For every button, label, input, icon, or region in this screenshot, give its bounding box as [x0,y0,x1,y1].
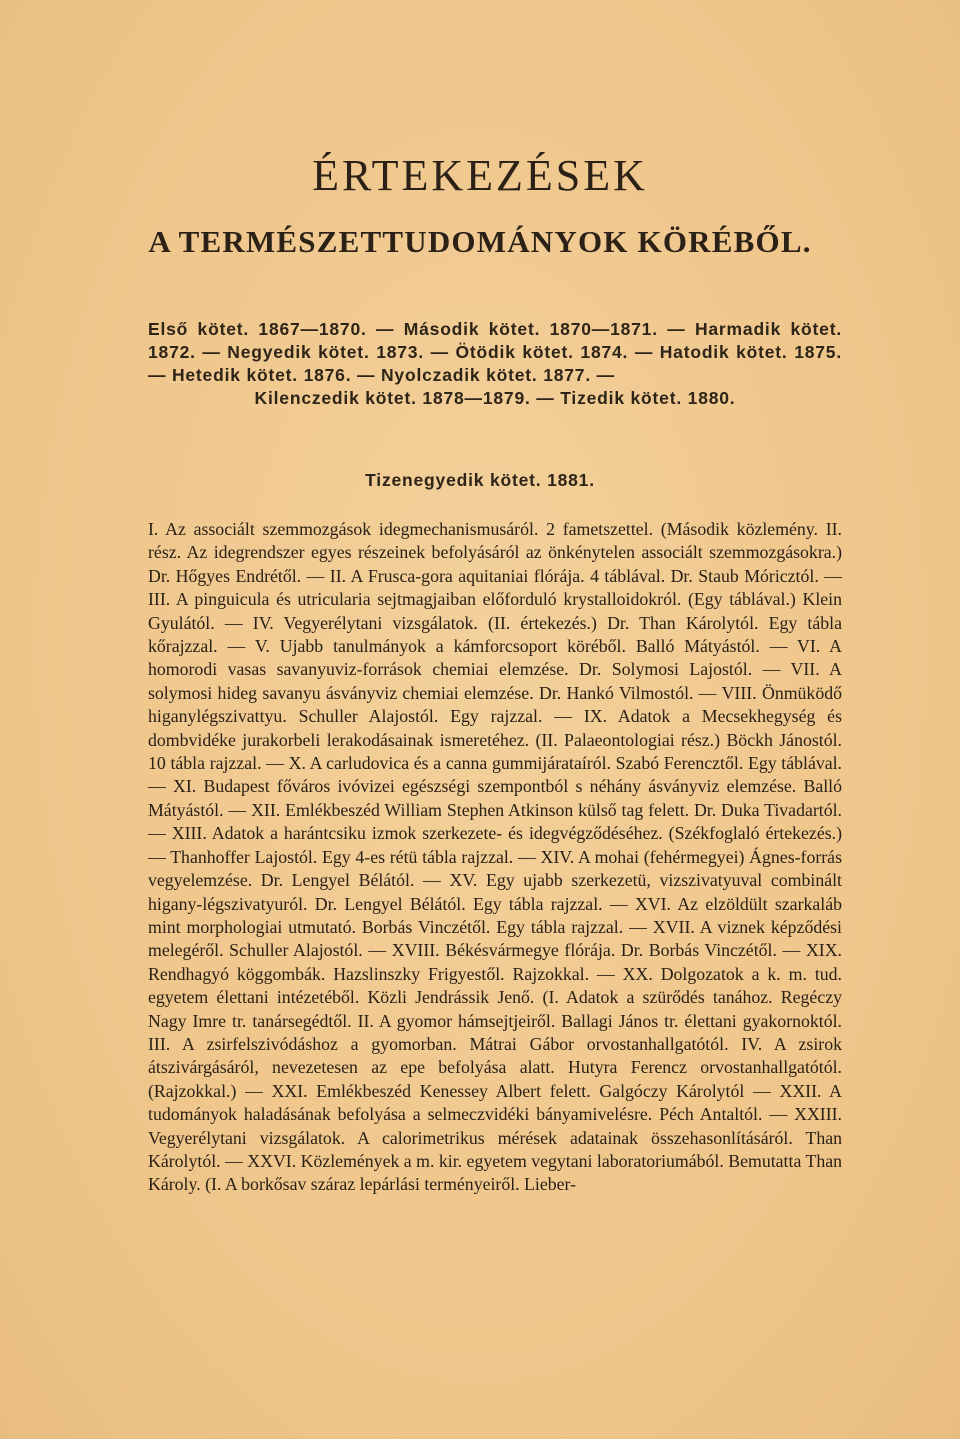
volumes-list [148,318,842,410]
volumes-main: Első kötet. 1867—1870. — Második kötet. 1870—1871. — Harmadik kötet. 1872. — Negyedik kötet. 1873. — Ötödik kötet. 1874. — Hatodik kötet. 1875. — Hetedik kötet. 1876. — Nyolczadik kötet. 1877. — [148,319,842,385]
page-title: ÉRTEKEZÉSEK [312,151,648,200]
volumes-last-line: Kilenczedik kötet. 1878—1879. — Tizedik kötet. 1880. [254,388,736,408]
contents-paragraph: I. Az associált szemmozgások idegmechanismusáról. 2 fametszettel. (Második közlemény. II. rész. Az idegrendszer egyes részeinek befolyásáról az önkénytelen associált szemmozgásokra.) Dr. Hőgyes Endrétől. — II. A Frusca-gora aquitaniai flórája. 4 táblával. Dr. Staub Móricztól. — III. A pinguicula és utricularia sejtmagjaiban előforduló krystalloidokról. (Egy táblával.) Klein Gyulától. — IV. Vegyerélytani vizsgálatok. (II. értekezés.) Dr. Than Károlytól. Egy tábla kőrajzzal. — V. Ujabb tanulmányok a kámforcsoport köréből. Balló Mátyástól. — VI. A homorodi vasas savanyuviz-források chemiai elemzése. Dr. Solymosi Lajostól. — VII. A solymosi hideg savanyu ásványviz chemiai elemzése. Dr. Hankó Vilmostól. — VIII. Önmüködő higanylégszivattyu. Schuller Alajostól. Egy rajzzal. — IX. Adatok a Mecsekhegység és dombvidéke jurakorbeli lerakodásainak ismeretéhez. (II. Palaeontologiai rész.) Böckh Jánostól. 10 tábla rajzzal. — X. A carludovica és a canna gummijárataíról. Szabó Ferencztől. Egy táblával. — XI. Budapest főváros ivóvizei egészségi szempontból s néhány ásványviz elemzése. Balló Mátyástól. — XII. Emlékbeszéd William Stephen Atkinson külső tag felett. Dr. Duka Tivadartól. — XIII. Adatok a harántcsiku izmok szerkezete- és idegvégződéséhez. (Székfoglaló értekezés.) — Thanhoffer Lajostól. Egy 4-es rétü tábla rajzzal. — XIV. A mohai (fehérmegyei) Ágnes-forrás vegyelemzése. Dr. Lengyel Bélától. — XV. Egy ujabb szerkezetü, vizszivatyuval combinált higany-légszivatyuról. Dr. Lengyel Bélától. Egy tábla rajzzal. — XVI. Az elzöldült szarkaláb mint morphologiai utmutató. Borbás Vinczétől. Egy tábla rajzzal. — XVII. A viznek képződési melegéről. Schuller Alajostól. — XVIII. Békésvármegye flórája. Dr. Borbás Vinczétől. — XIX. Rendhagyó köggombák. Hazslinszky Frigyestől. Rajzokkal. — XX. Dolgozatok a k. m. tud. egyetem élettani intézetéből. Közli Jendrássik Jenő. (I. Adatok a szürődés tanához. Regéczy Nagy Imre tr. tanársegédtől. II. A gyomor hámsejtjeiről. Ballagi János tr. élettani gyakornoktól. III. A zsirfelszivódáshoz a gyomorban. Mátrai Gábor orvostanhallgatótól. IV. A zsirok átszivárgásáról, nevezetesen az epe befolyása alatt. Hutyra Ferencz orvostanhallgatótól. (Rajzokkal.) — XXI. Emlékbeszéd Kenessey Albert felett. Galgóczy Károlytól — XXII. A tudományok haladásának befolyása a selmeczvidéki bányamivelésre. Péch Antaltól. — XXIII. Vegyerélytani vizsgálatok. A calorimetrikus mérések adatainak összehasonlításáról. Than Károlytól. — XXVI. Közlemények a m. kir. egyetem vegytani laboratoriumából. Bemutatta Than Károly. (I. A borkősav száraz lepárlási terményeiről. Lieber- [148,519,842,1195]
page-subtitle: A TERMÉSZETTUDOMÁNYOK KÖRÉBŐL. [148,224,812,259]
volume-heading: Tizenegyedik kötet. 1881. [365,470,595,490]
